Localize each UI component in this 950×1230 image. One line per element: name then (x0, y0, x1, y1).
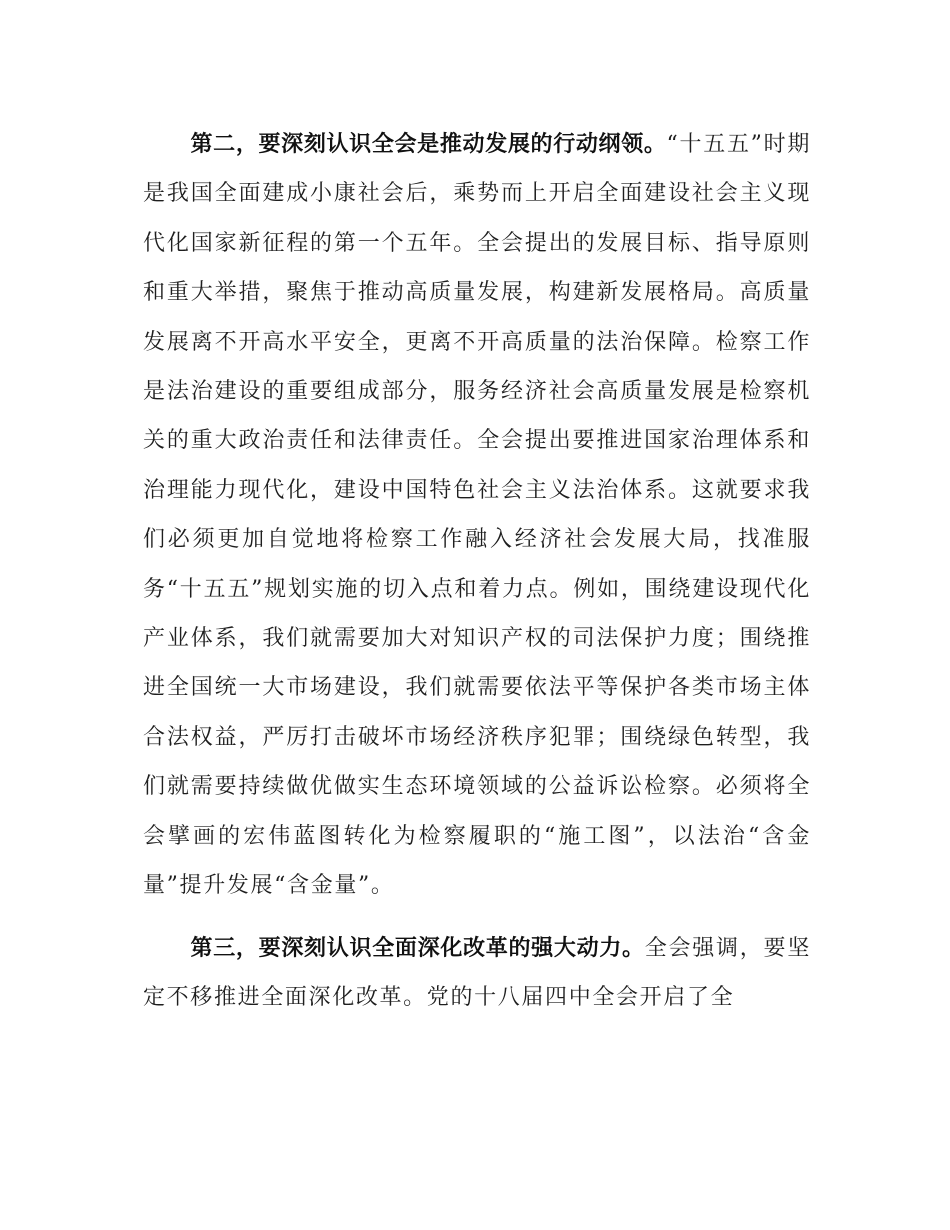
paragraph-heading: 第三，要深刻认识全面深化改革的强大动力。 (190, 935, 645, 961)
paragraph-body: 全会强调，要坚定不移推进全面深化改革。党的十八届四中全会开启了全 (143, 935, 811, 1010)
paragraph-third-point (143, 924, 811, 1023)
paragraph-body: “十五五”时期是我国全面建成小康社会后，乘势而上开启全面建设社会主义现代化国家新征程的第一个五年。全会提出的发展目标、指导原则和重大举措，聚焦于推动高质量发展，构建新发展格局。高质量发展离不开高水平安全，更离不开高质量的法治保障。检察工作是法治建设的重要组成部分，服务经济社会高质量发展是检察机关的重大政治责任和法律责任。全会提出要推进国家治理体系和治理能力现代化，建设中国特色社会主义法治体系。这就要求我们必须更加自觉地将检察工作融入经济社会发展大局，找准服务“十五五”规划实施的切入点和着力点。例如，围绕建设现代化产业体系，我们就需要加大对知识产权的司法保护力度；围绕推进全国统一大市场建设，我们就需要依法平等保护各类市场主体合法权益，严厉打击破坏市场经济秩序犯罪；围绕绿色转型，我们就需要持续做优做实生态环境领域的公益诉讼检察。必须将全会擘画的宏伟蓝图转化为检察履职的“施工图”，以法治“含金量”提升发展“含金量”。 (143, 132, 812, 899)
paragraph-heading: 第二，要深刻认识全会是推动发展的行动纲领。 (190, 132, 667, 157)
paragraph-second-point (143, 120, 811, 911)
document-page (143, 120, 811, 1022)
